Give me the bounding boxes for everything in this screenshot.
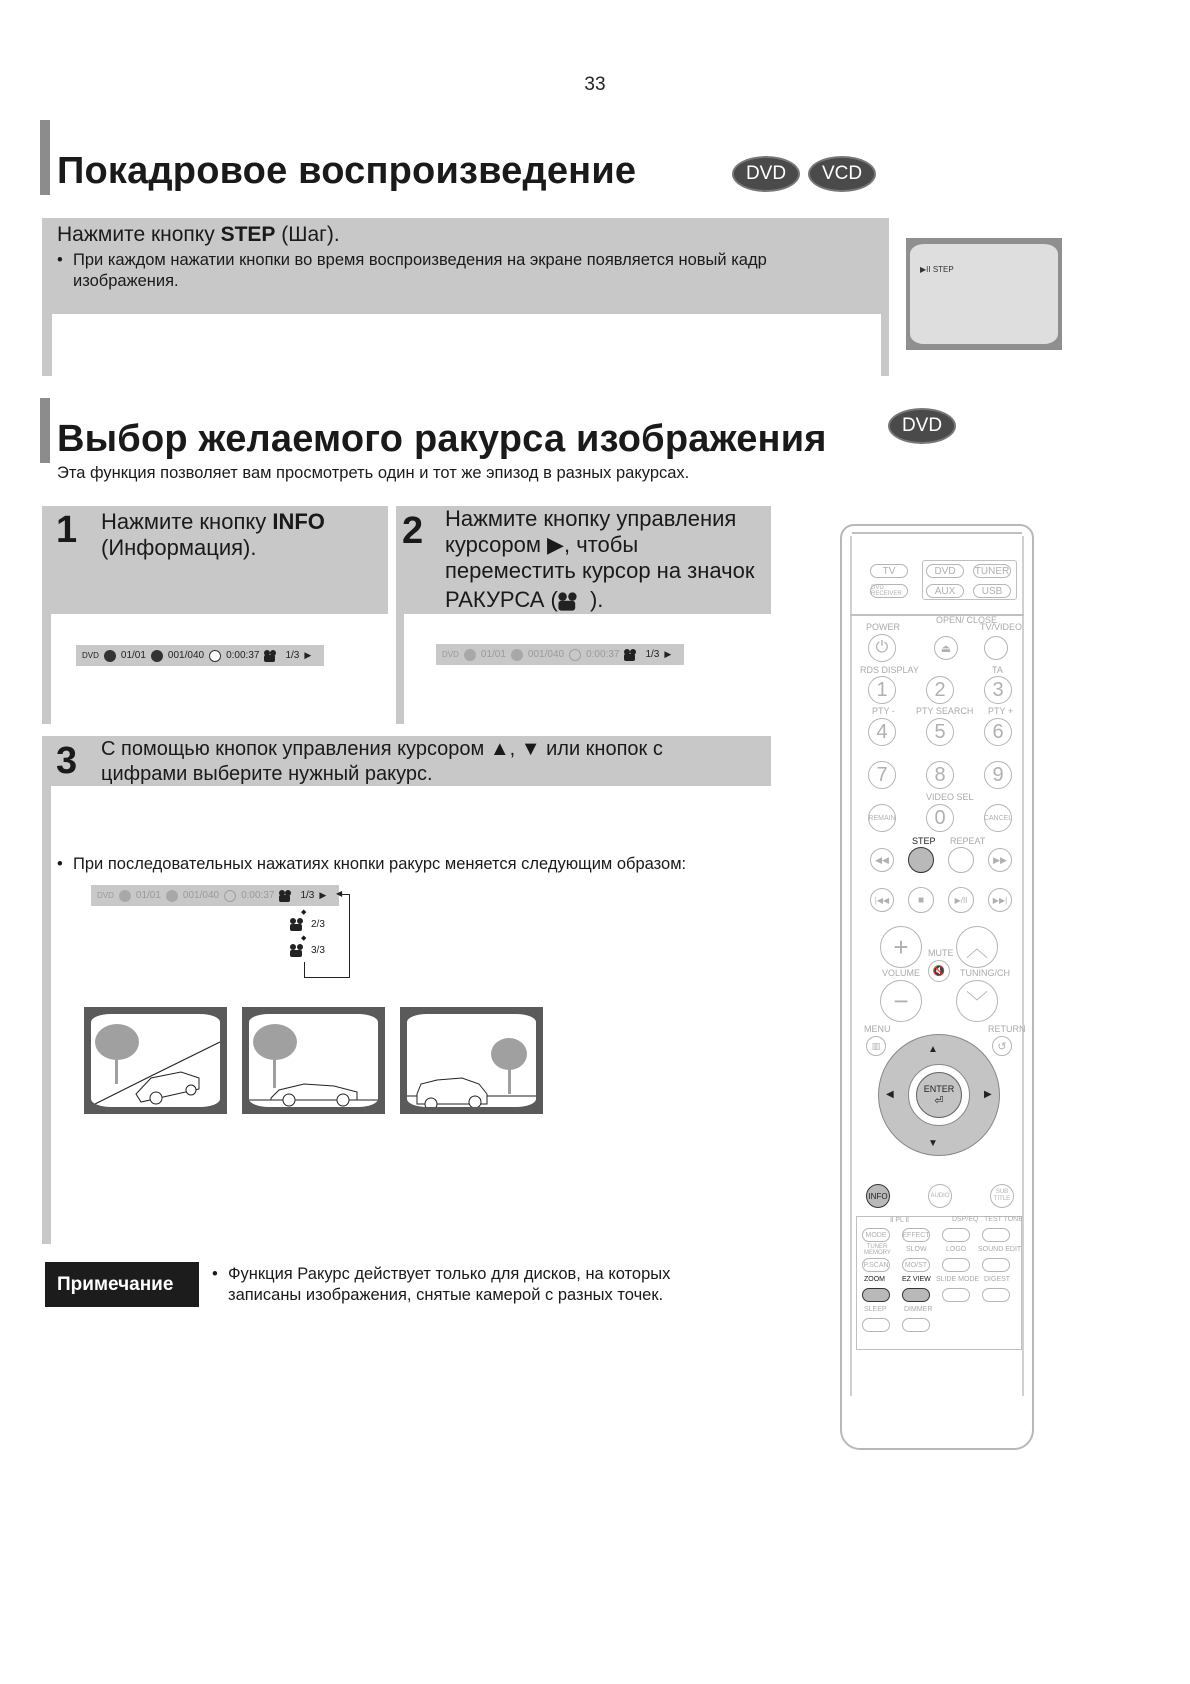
step-3-number: 3 <box>56 740 78 782</box>
note-label: Примечание <box>45 1262 199 1307</box>
sleep-button[interactable] <box>862 1318 890 1332</box>
digit-5-button[interactable]: 5 <box>926 718 954 746</box>
angle-icon <box>290 918 308 931</box>
volume-up-button[interactable]: + <box>880 926 922 968</box>
enter-button[interactable]: ENTER ⏎ <box>916 1072 962 1118</box>
screen-osd-step: ▶II STEP <box>920 265 954 274</box>
stop-button[interactable]: ■ <box>908 887 934 913</box>
angle-icon <box>279 890 295 902</box>
repeat-button[interactable] <box>948 847 974 873</box>
rewind-button[interactable]: ◀◀ <box>870 848 894 872</box>
digit-6-button[interactable]: 6 <box>984 718 1012 746</box>
fast-forward-button[interactable]: ▶▶ <box>988 848 1012 872</box>
chapter-icon <box>166 890 178 902</box>
play-pause-button[interactable]: ▶/II <box>948 887 974 913</box>
step-instruction: Нажмите кнопку STEP (Шаг). <box>57 223 340 246</box>
step-key: STEP <box>220 223 276 246</box>
section-subtitle: Эта функция позволяет вам просмотреть один и тот же эпизод в разных ракурсах. <box>57 464 690 482</box>
angle-icon <box>264 650 280 662</box>
left-button[interactable]: ◀ <box>886 1089 894 1100</box>
p-scan-button[interactable]: P.SCAN <box>862 1258 890 1272</box>
remote-control: TV DVD TUNER DVD RECEIVER AUX USB POWER OPEN/ CLOSE TV/VIDEO ⏻ ⏏ RDS DISPLAY TA 1 2 3 PTY - PTY SEARCH PTY + 4 5 6 7 8 9 VIDEO SEL REMAIN 0 CANCEL STEP REPEAT ◀◀ ▶▶ |◀◀ ■ ▶/II ▶▶| + ︿ MUTE 🔇 VOLUME TUNING/CH − ﹀ MENU RETURN ▥ ↺ ▲ ▼ ◀ ▶ ENTER ⏎ INFO AUDIO SUB TITLE Ⅱ PL Ⅱ DSP/EQ TEST TONE MODE EFFECT TUNER MEMORY SLOW LOGO SOUND EDIT P.SCAN MO/ST ZOOM EZ VIEW SLIDE MODE DIGEST SLEEP DIMMER <box>840 524 1034 1450</box>
dvd-receiver-button[interactable]: DVD RECEIVER <box>870 584 908 598</box>
tuning-down-button[interactable]: ﹀ <box>956 980 998 1022</box>
right-button[interactable]: ▶ <box>984 1089 992 1100</box>
angle-3-view <box>400 1007 543 1114</box>
angle-step-3: 3/3 <box>290 944 325 957</box>
loop-arrow-left <box>304 962 305 978</box>
digit-8-button[interactable]: 8 <box>926 761 954 789</box>
loop-arrowhead: ◀ <box>336 889 343 898</box>
return-button[interactable]: ↺ <box>992 1036 1012 1056</box>
tv-screen-frame <box>906 238 1062 350</box>
step-2-text: Нажмите кнопку управления курсором ▶, чтобы переместить курсор на значок РАКУРСА ( ). <box>445 506 755 612</box>
step-2-number: 2 <box>402 510 424 552</box>
step-3-text: С помощью кнопок управления курсором ▲, ▼ или кнопок с цифрами выберите нужный ракурс. <box>101 738 663 785</box>
next-button[interactable]: ▶▶| <box>988 888 1012 912</box>
section-title-angle: Выбор желаемого ракурса изображения <box>57 418 827 460</box>
loop-arrow-bottom <box>304 977 350 978</box>
ez-view-button[interactable] <box>902 1288 930 1302</box>
step-bullet: • При каждом нажатии кнопки во время воспроизведения на экране появляется новый кадр изображения. <box>57 250 857 292</box>
osd-angle-sequence: DVD 01/01 001/040 0:00:37 1/3 ▶ <box>91 885 339 906</box>
sound-edit-button[interactable] <box>982 1258 1010 1272</box>
tv-video-button[interactable] <box>984 636 1008 660</box>
digit-4-button[interactable]: 4 <box>868 718 896 746</box>
effect-button[interactable]: EFFECT <box>902 1228 930 1242</box>
audio-button[interactable]: AUDIO <box>928 1184 952 1208</box>
step-3-border <box>42 736 51 1244</box>
osd-info-bar: DVD 01/01 001/040 0:00:37 1/3 ▶ <box>76 645 324 666</box>
dvd-badge-2: DVD <box>888 408 956 444</box>
angle-2-view <box>242 1007 385 1114</box>
digit-0-button[interactable]: 0 <box>926 804 954 832</box>
angle-icon <box>558 592 583 610</box>
step-button[interactable] <box>908 847 934 873</box>
seq-arrow-2: ◆ <box>301 935 307 942</box>
chapter-icon <box>511 649 523 661</box>
menu-button[interactable]: ▥ <box>866 1036 886 1056</box>
step-1-number: 1 <box>56 509 78 551</box>
mode-button[interactable]: MODE <box>862 1228 890 1242</box>
chapter-icon <box>151 650 163 662</box>
loop-arrow-right <box>349 894 350 978</box>
title-icon <box>119 890 131 902</box>
digit-7-button[interactable]: 7 <box>868 761 896 789</box>
subtitle-button[interactable]: SUB TITLE <box>990 1184 1014 1208</box>
info-button[interactable]: INFO <box>866 1184 890 1208</box>
open-close-button[interactable]: ⏏ <box>934 636 958 660</box>
step-1-border <box>42 506 51 724</box>
dvd-button[interactable]: DVD <box>926 564 964 578</box>
volume-down-button[interactable]: − <box>880 980 922 1022</box>
title-accent-bar <box>40 120 50 195</box>
tv-button[interactable]: TV <box>870 564 908 578</box>
clock-icon <box>569 649 581 661</box>
tuning-up-button[interactable]: ︿ <box>956 926 998 968</box>
angle-sequence-bullet: • При последовательных нажатиях кнопки ракурс меняется следующим образом: <box>57 854 777 875</box>
step-1-text: Нажмите кнопку INFO (Информация). <box>101 509 325 560</box>
remain-button[interactable]: REMAIN <box>868 804 896 832</box>
vcd-badge: VCD <box>808 156 876 192</box>
clock-icon <box>224 890 236 902</box>
title-accent-bar-2 <box>40 398 50 463</box>
title-icon <box>464 649 476 661</box>
seq-arrow-1: ◆ <box>301 909 307 916</box>
angle-icon <box>624 649 640 661</box>
angle-1-view <box>84 1007 227 1114</box>
page-number: 33 <box>584 74 606 95</box>
angle-icon <box>290 944 308 957</box>
left-border <box>42 218 52 376</box>
title-icon <box>104 650 116 662</box>
digit-3-button[interactable]: 3 <box>984 676 1012 704</box>
usb-button[interactable]: USB <box>973 584 1011 598</box>
dimmer-button[interactable] <box>902 1318 930 1332</box>
aux-button[interactable]: AUX <box>926 584 964 598</box>
previous-button[interactable]: |◀◀ <box>870 888 894 912</box>
dvd-badge: DVD <box>732 156 800 192</box>
digest-button[interactable] <box>982 1288 1010 1302</box>
digit-9-button[interactable]: 9 <box>984 761 1012 789</box>
right-border <box>881 218 889 376</box>
slide-mode-button[interactable] <box>942 1288 970 1302</box>
section-title-step: Покадровое воспроизведение <box>57 150 637 192</box>
dsp-eq-button[interactable] <box>942 1228 970 1242</box>
tv-screen <box>910 244 1058 344</box>
angle-step-2: 2/3 <box>290 918 325 931</box>
osd-info-bar-dim: DVD 01/01 001/040 0:00:37 1/3 ▶ <box>436 644 684 665</box>
down-button[interactable]: ▼ <box>928 1138 938 1149</box>
note-text: • Функция Ракурс действует только для дисков, на которых записаны изображения, снятые камерой с разных точек. <box>212 1264 772 1306</box>
power-button[interactable]: ⏻ <box>868 634 896 662</box>
tuner-button[interactable]: TUNER <box>974 565 1010 577</box>
test-tone-button[interactable] <box>982 1228 1010 1242</box>
mo-st-button[interactable]: MO/ST <box>902 1258 930 1272</box>
digit-2-button[interactable]: 2 <box>926 676 954 704</box>
zoom-button[interactable] <box>862 1288 890 1302</box>
up-button[interactable]: ▲ <box>928 1044 938 1055</box>
cancel-button[interactable]: CANCEL <box>984 804 1012 832</box>
digit-1-button[interactable]: 1 <box>868 676 896 704</box>
logo-button[interactable] <box>942 1258 970 1272</box>
clock-icon <box>209 650 221 662</box>
mute-button[interactable]: 🔇 <box>928 960 950 982</box>
